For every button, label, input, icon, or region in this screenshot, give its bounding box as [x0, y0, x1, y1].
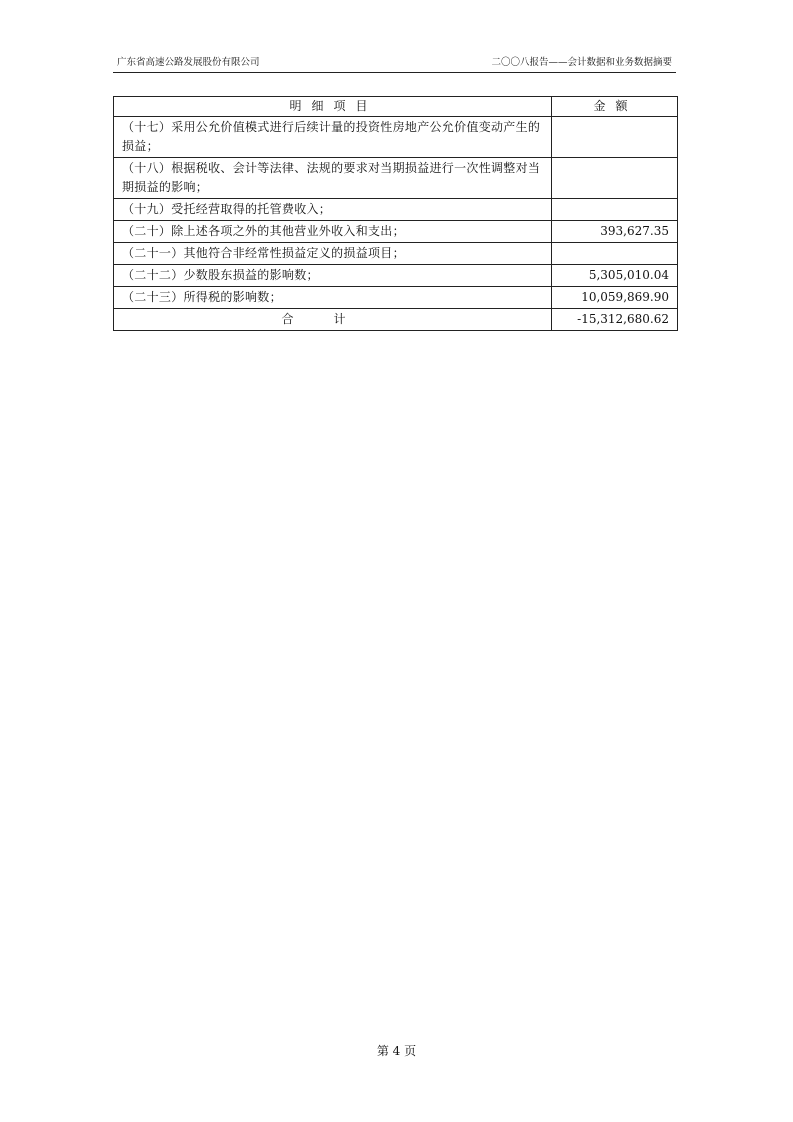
table-row — [114, 199, 678, 221]
page-header — [113, 56, 676, 73]
total-row — [114, 309, 678, 331]
company-name: 广东省高速公路发展股份有限公司 — [117, 57, 260, 68]
row-amount — [552, 117, 678, 158]
row-item: （十九）受托经营取得的托管费收入； — [114, 199, 552, 221]
report-title: 二〇〇八报告——会计数据和业务数据摘要 — [491, 57, 672, 68]
row-amount — [552, 158, 678, 199]
row-item: （二十一）其他符合非经常性损益定义的损益项目； — [114, 243, 552, 265]
row-item: （二十）除上述各项之外的其他营业外收入和支出； — [114, 221, 552, 243]
page-number: 第 4 页 — [376, 1044, 417, 1058]
row-amount — [552, 243, 678, 265]
column-header-amount: 金额 — [552, 97, 678, 117]
row-amount — [552, 199, 678, 221]
table-row — [114, 221, 678, 243]
row-item: （二十三）所得税的影响数； — [114, 287, 552, 309]
row-item: （二十二）少数股东损益的影响数； — [114, 265, 552, 287]
non-recurring-items-table — [113, 96, 678, 331]
table-header-row — [114, 97, 678, 117]
column-header-item: 明细项目 — [114, 97, 552, 117]
row-amount: 393,627.35 — [552, 221, 678, 243]
table-row — [114, 287, 678, 309]
row-item: （十八）根据税收、会计等法律、法规的要求对当期损益进行一次性调整对当期损益的影响； — [114, 158, 552, 199]
table-row — [114, 158, 678, 199]
table-row — [114, 243, 678, 265]
row-amount: 10,059,869.90 — [552, 287, 678, 309]
row-amount: 5,305,010.04 — [552, 265, 678, 287]
total-amount: -15,312,680.62 — [552, 309, 678, 331]
table-row — [114, 265, 678, 287]
table-row — [114, 117, 678, 158]
total-label: 合计 — [114, 309, 552, 331]
row-item: （十七）采用公允价值模式进行后续计量的投资性房地产公允价值变动产生的损益； — [114, 117, 552, 158]
